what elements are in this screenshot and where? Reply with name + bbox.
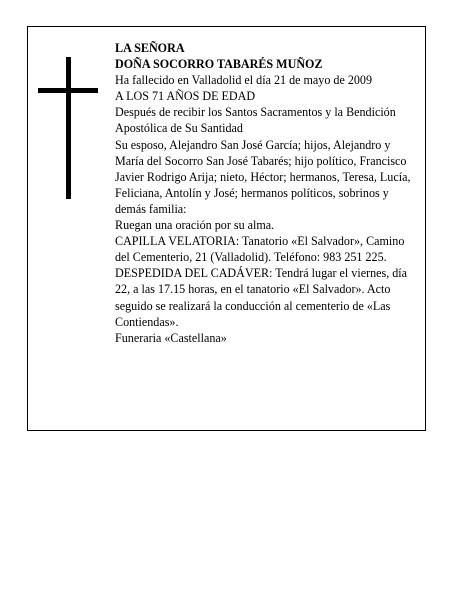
chapel-text: CAPILLA VELATORIA: Tanatorio «El Salvador», Camino del Cementerio, 21 (Valladolid). Teléfono: 983 251 225.	[115, 234, 405, 265]
prayer-text: Ruegan una oración por su alma.	[115, 218, 275, 233]
family-text: Su esposo, Alejandro San José García; hijos, Alejandro y María del Socorro San José Tabarés; hijo político, Francisco Javier Rodrigo Arija; nieto, Héctor; hermanos, Teresa, Lucía, Feliciana, Antolín y José; hermanos políticos, sobrinos y demás familia:	[115, 137, 411, 216]
death-line: Ha fallecido en Valladolid el día 21 de mayo de 2009	[115, 73, 373, 88]
title-line: LA SEÑORA	[115, 41, 185, 55]
deceased-name: DOÑA SOCORRO TABARÉS MUÑOZ	[115, 57, 323, 72]
cross-icon	[38, 57, 98, 199]
obituary-text	[115, 40, 421, 346]
cross-horizontal-bar	[38, 88, 98, 93]
funeral-home: Funeraria «Castellana»	[115, 330, 227, 345]
farewell-text: DESPEDIDA DEL CADÁVER: Tendrá lugar el viernes, día 22, a las 17.15 horas, en el tanatorio «El Salvador». Acto seguido se realizará la conducción al cementerio de «Las Contiendas».	[115, 266, 408, 329]
cross-vertical-bar	[66, 57, 71, 199]
obituary-notice	[27, 26, 426, 431]
age-line: A LOS 71 AÑOS DE EDAD	[115, 89, 256, 104]
sacraments-text: Después de recibir los Santos Sacramentos y la Bendición Apostólica de Su Santidad	[115, 105, 396, 136]
